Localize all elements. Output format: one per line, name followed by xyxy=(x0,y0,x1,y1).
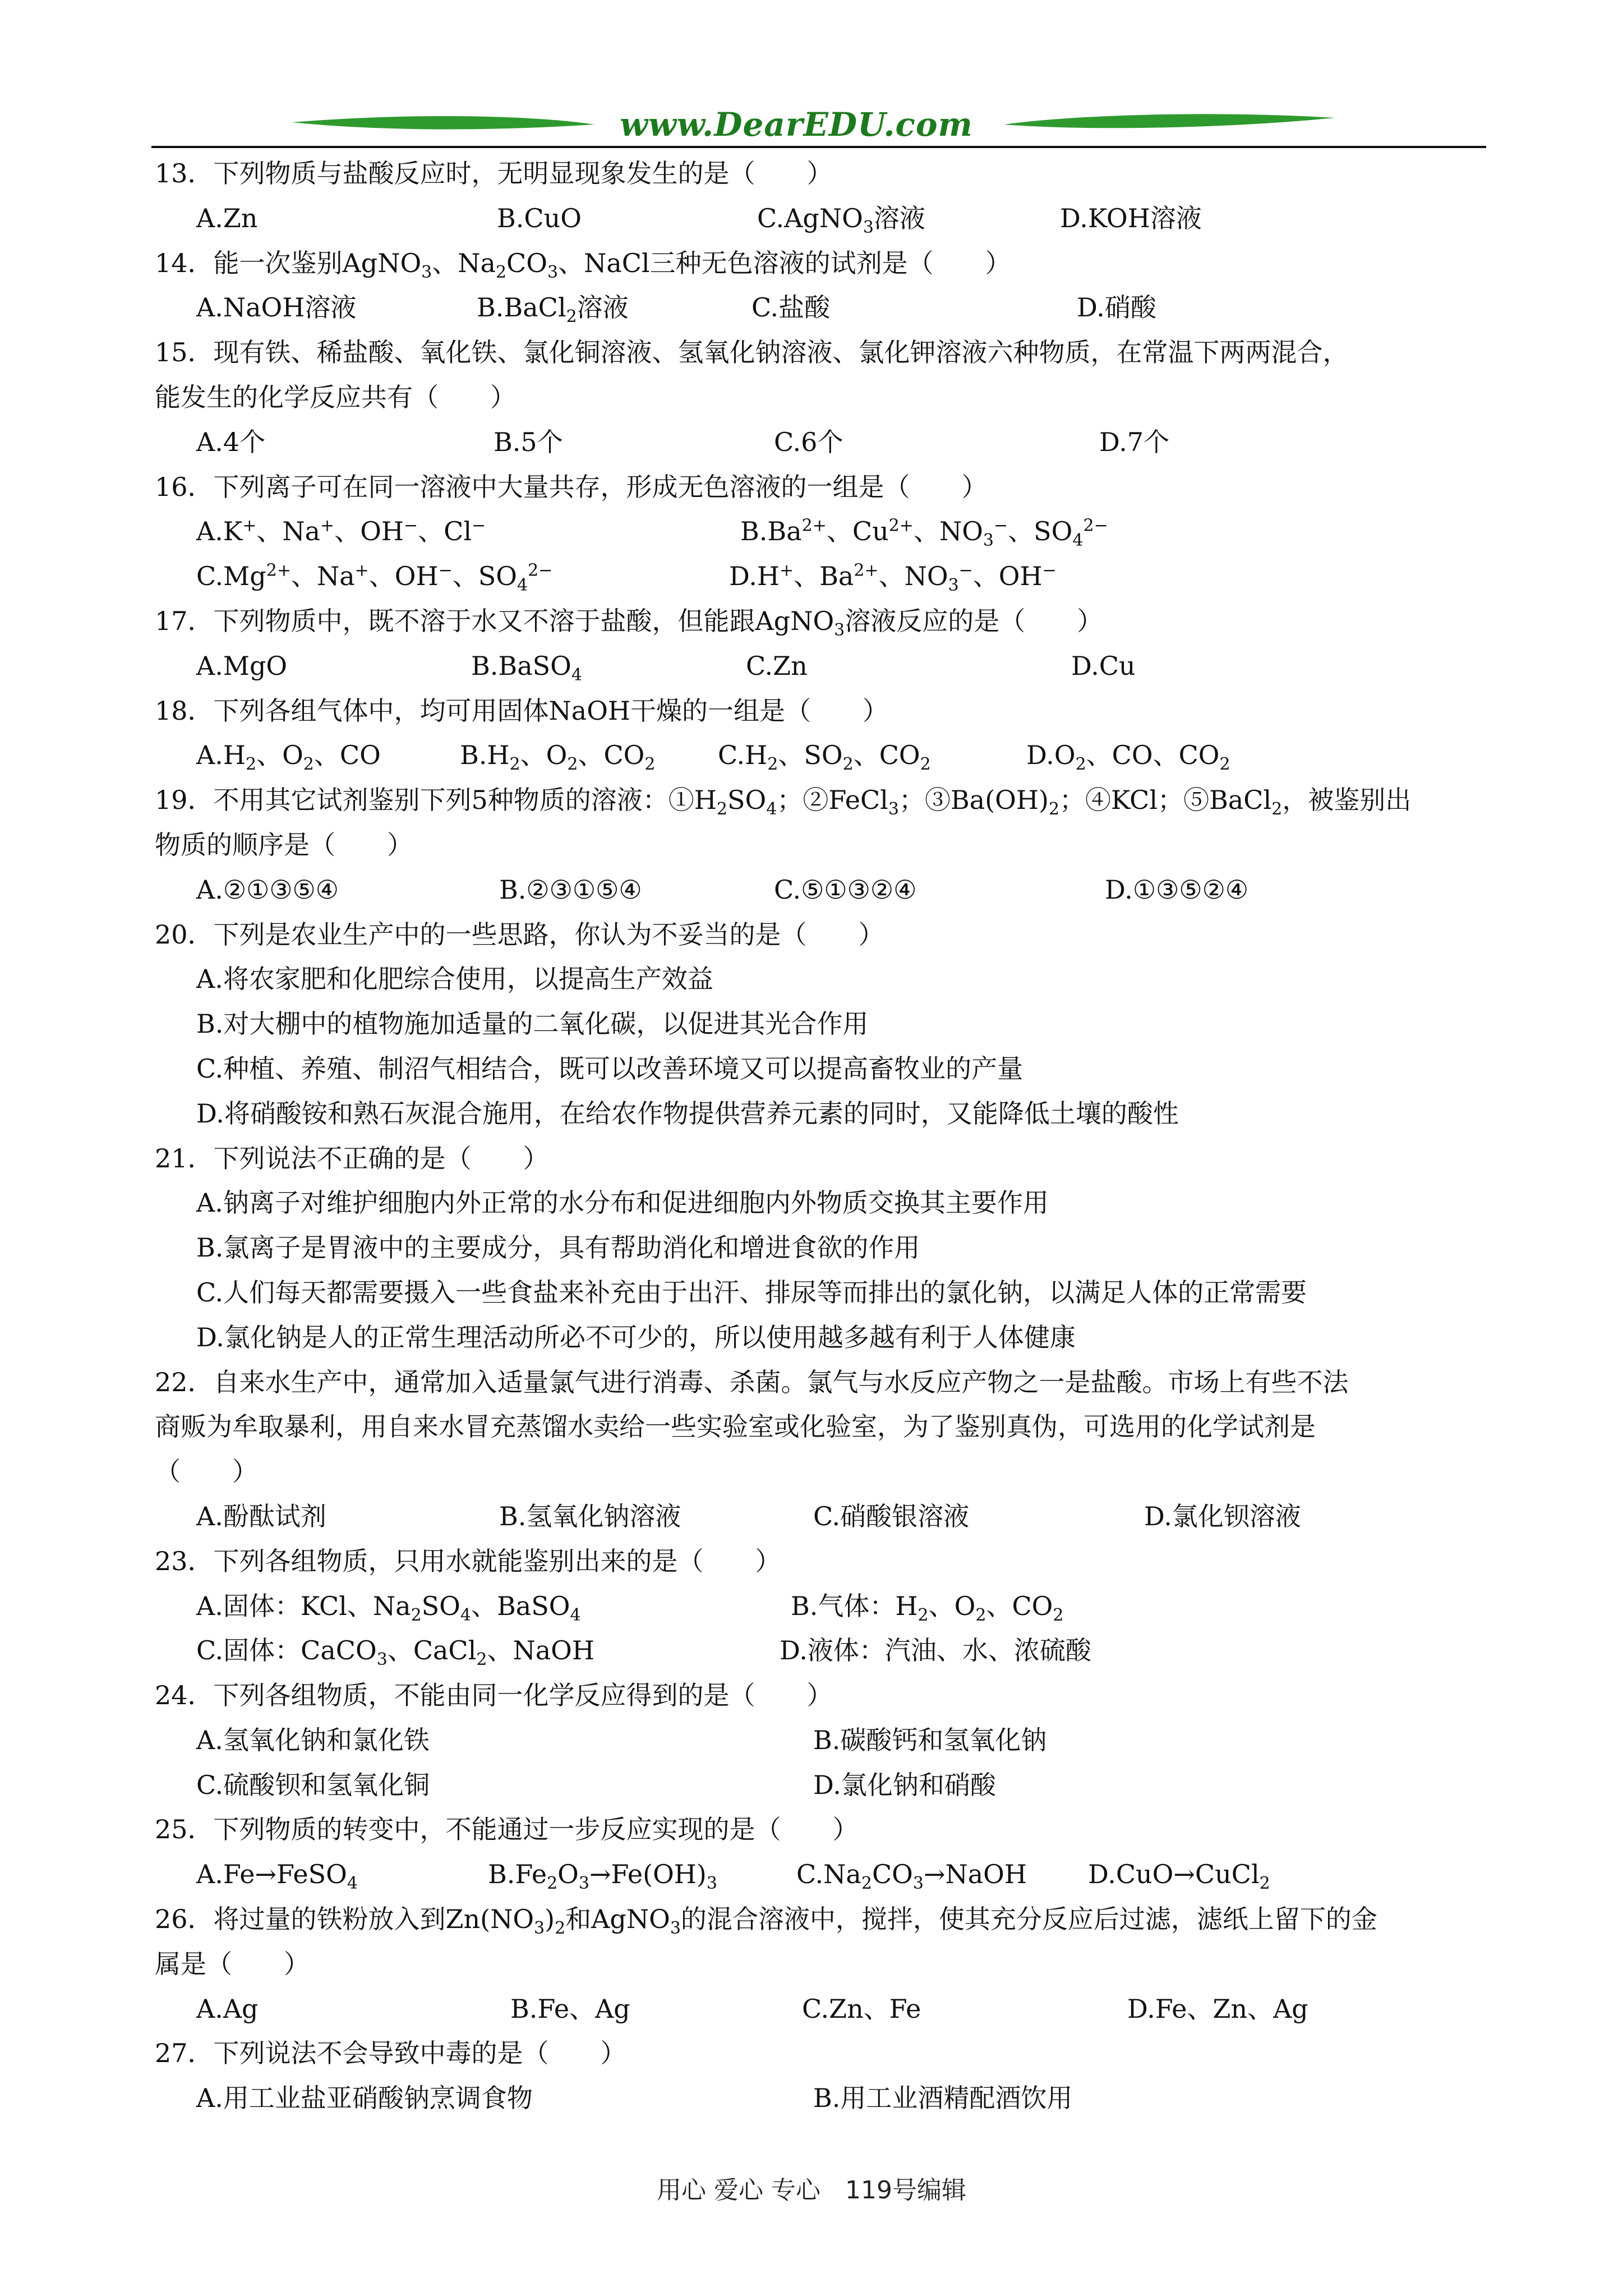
question-15-options xyxy=(151,420,1486,465)
option-a: A.K+、Na+、OH−、Cl− xyxy=(196,516,486,547)
option-c: $C.Mg^{2+}$、Na+、OH−、$SO_4^{2-}$ xyxy=(196,560,553,596)
option-d: D.液体：汽油、水、浓硫酸 xyxy=(780,1635,1091,1666)
question-13-options xyxy=(151,196,1486,241)
question-18-stem: 18．下列各组气体中，均可用固体NaOH干燥的一组是（ ） xyxy=(155,695,889,726)
question-16-options-cd xyxy=(151,554,1486,599)
question-22-stem-line3: （ ） xyxy=(155,1456,258,1487)
option-c: C.Zn xyxy=(746,650,808,681)
question-24-stem: 24．下列各组物质，不能由同一化学反应得到的是（ ） xyxy=(155,1680,833,1711)
question-22-stem-line1: 22．自来水生产中，通常加入适量氯气进行消毒、杀菌。氯气与水反应产物之一是盐酸。市场上有些不法 xyxy=(155,1366,1349,1397)
question-13-stem: 13．下列物质与盐酸反应时，无明显现象发生的是（ ） xyxy=(155,158,833,188)
option-d: D.KOH溶液 xyxy=(1060,203,1202,233)
option-b: $B.Fe_2O_3\to Fe(OH)_3$ xyxy=(488,1859,717,1894)
option-b: B.氯离子是胃液中的主要成分，具有帮助消化和增进食欲的作用 xyxy=(196,1232,920,1263)
question-23-stem: 23．下列各组物质，只用水就能鉴别出来的是（ ） xyxy=(155,1545,781,1576)
question-24-options-ab xyxy=(151,1718,1486,1763)
question-16-options-ab xyxy=(151,509,1486,554)
question-14-options xyxy=(151,286,1486,330)
option-c: C.6个 xyxy=(774,426,843,457)
question-16-stem: 16．下列离子可在同一溶液中大量共存，形成无色溶液的一组是（ ） xyxy=(155,471,988,502)
option-c: $C.Na_2CO_3\to NaOH$ xyxy=(796,1859,1027,1894)
question-23-options-cd xyxy=(151,1628,1486,1673)
question-26-options xyxy=(151,1987,1486,2032)
question-15-stem-line2: 能发生的化学反应共有（ ） xyxy=(155,381,516,412)
page-header xyxy=(0,0,1623,151)
option-a: A.酚酞试剂 xyxy=(196,1501,326,1531)
option-c: C.盐酸 xyxy=(751,292,831,323)
question-22-options xyxy=(151,1494,1486,1539)
question-25-options xyxy=(151,1852,1486,1897)
option-c: C.Zn、Fe xyxy=(802,1993,921,2024)
question-22-stem-line2: 商贩为牟取暴利，用自来水冒充蒸馏水卖给一些实验室或化验室，为了鉴别真伪，可选用的化学试剂是 xyxy=(155,1411,1316,1442)
option-b: B.气体：$H_2$、$O_2$、$CO_2$ xyxy=(791,1590,1064,1625)
question-24-options-cd xyxy=(151,1763,1486,1808)
option-a: A.Fe→FeSO$_4$ xyxy=(196,1859,358,1894)
question-18-options xyxy=(151,733,1486,778)
option-c: C.⑤①③②④ xyxy=(774,874,917,905)
question-14-stem: 14．能一次鉴别AgNO$_3$、$Na_2CO_3$、NaCl三种无色溶液的试剂是（ ） xyxy=(155,247,1011,282)
option-a: A.固体：KCl、$Na_2SO_4$、BaSO$_4$ xyxy=(196,1590,581,1625)
question-25-stem: 25．下列物质的转变中，不能通过一步反应实现的是（ ） xyxy=(155,1814,859,1845)
option-a: A.MgO xyxy=(196,650,288,681)
question-17-stem: 17．下列物质中，既不溶于水又不溶于盐酸，但能跟AgNO$_3$溶液反应的是（ ） xyxy=(155,605,1103,641)
question-19-options xyxy=(151,868,1486,913)
option-b: B.5个 xyxy=(494,426,563,457)
question-15-stem-line1: 15．现有铁、稀盐酸、氧化铁、氯化铜溶液、氢氧化钠溶液、氯化钾溶液六种物质，在常温下两两混合， xyxy=(155,337,1349,368)
page-footer: 用心 爱心 专心 119号编辑 xyxy=(657,2176,966,2205)
question-20-stem: 20．下列是农业生产中的一些思路，你认为不妥当的是（ ） xyxy=(155,919,884,950)
question-26-stem-line2: 属是（ ） xyxy=(155,1948,310,1979)
option-d: D.氯化钠是人的正常生理活动所必不可少的，所以使用越多越有利于人体健康 xyxy=(196,1322,1076,1352)
option-d: D.将硝酸铵和熟石灰混合施用，在给农作物提供营养元素的同时，又能降低土壤的酸性 xyxy=(196,1098,1179,1129)
option-a: A.Ag xyxy=(196,1993,259,2024)
option-d: D.CuO→CuCl$_2$ xyxy=(1088,1859,1270,1894)
option-d: D.Fe、Zn、Ag xyxy=(1127,1993,1308,2024)
option-c: C.硝酸银溶液 xyxy=(813,1501,970,1531)
option-a: A.将农家肥和化肥综合使用，以提高生产效益 xyxy=(196,964,713,995)
question-27-options xyxy=(151,2076,1486,2121)
question-23-options-ab xyxy=(151,1584,1486,1629)
option-b: B.碳酸钙和氢氧化钠 xyxy=(813,1724,1047,1755)
option-b: B.BaCl$_2$溶液 xyxy=(477,292,629,327)
option-d: D.氯化钠和硝酸 xyxy=(813,1769,996,1800)
option-a: A.4个 xyxy=(196,426,266,457)
option-b: B.②③①⑤④ xyxy=(499,874,642,905)
option-a: A.②①③⑤④ xyxy=(196,874,339,905)
option-b: B.Fe、Ag xyxy=(510,1993,630,2024)
option-a: A.氢氧化钠和氯化铁 xyxy=(196,1724,430,1755)
site-logo: www.DearEDU.com xyxy=(620,105,973,144)
option-b: B.氢氧化钠溶液 xyxy=(499,1501,681,1531)
question-19-stem-line2: 物质的顺序是（ ） xyxy=(155,829,413,860)
option-b: B.用工业酒精配酒饮用 xyxy=(813,2083,1073,2114)
option-a: $A.H_2$、$O_2$、CO xyxy=(196,740,381,775)
option-b: $B.H_2$、$O_2$、$CO_2$ xyxy=(460,740,656,775)
option-b: B.BaSO$_4$ xyxy=(471,650,582,685)
option-d: D.H+、$Ba^{2+}$、$NO_3^-$、OH− xyxy=(729,560,1057,596)
option-c: C.人们每天都需要摄入一些食盐来补充由于出汗、排尿等而排出的氯化钠，以满足人体的正常需要 xyxy=(196,1277,1307,1308)
option-d: $D.O_2$、CO、$CO_2$ xyxy=(1026,740,1230,775)
question-21-stem: 21．下列说法不正确的是（ ） xyxy=(155,1143,549,1174)
question-26-stem-line1: 26．将过量的铁粉放入到$Zn(NO_3)_2$和AgNO$_3$的混合溶液中，搅拌，使其充分反应后过滤，滤纸上留下的金 xyxy=(155,1904,1377,1939)
option-c: C.硫酸钡和氢氧化铜 xyxy=(196,1769,430,1800)
option-d: D.硝酸 xyxy=(1077,292,1156,323)
option-c: C.种植、养殖、制沼气相结合，既可以改善环境又可以提高畜牧业的产量 xyxy=(196,1053,1023,1084)
option-b: B.对大棚中的植物施加适量的二氧化碳，以促进其光合作用 xyxy=(196,1009,869,1039)
question-27-stem: 27．下列说法不会导致中毒的是（ ） xyxy=(155,2038,626,2069)
option-b: $B.Ba^{2+}$、$Cu^{2+}$、$NO_3^-$、$SO_4^{2-}$ xyxy=(740,516,1108,551)
option-a: A.Zn xyxy=(196,203,258,233)
question-17-options xyxy=(151,644,1486,689)
option-c: $C.H_2$、$SO_2$、$CO_2$ xyxy=(718,740,931,775)
option-d: D.氯化钡溶液 xyxy=(1144,1501,1301,1531)
option-c: C.AgNO$_3$溶液 xyxy=(757,203,925,237)
option-a: A.钠离子对维护细胞内外正常的水分布和促进细胞内外物质交换其主要作用 xyxy=(196,1188,1049,1218)
option-d: D.7个 xyxy=(1099,426,1170,457)
option-a: A.用工业盐亚硝酸钠烹调食物 xyxy=(196,2083,533,2114)
option-c: C.固体：CaCO$_3$、CaCl$_2$、NaOH xyxy=(196,1635,594,1670)
option-d: D.Cu xyxy=(1071,650,1136,681)
option-a: A.NaOH溶液 xyxy=(196,292,357,323)
option-b: B.CuO xyxy=(497,203,582,233)
question-list xyxy=(151,151,1486,2121)
option-d: D.①③⑤②④ xyxy=(1105,874,1249,905)
question-19-stem-line1: 19．不用其它试剂鉴别下列5种物质的溶液：$①H_2SO_4$；②FeCl$_3$；$③Ba(OH)_2$；④KCl；⑤BaCl$_2$，被鉴别出 xyxy=(155,785,1412,820)
